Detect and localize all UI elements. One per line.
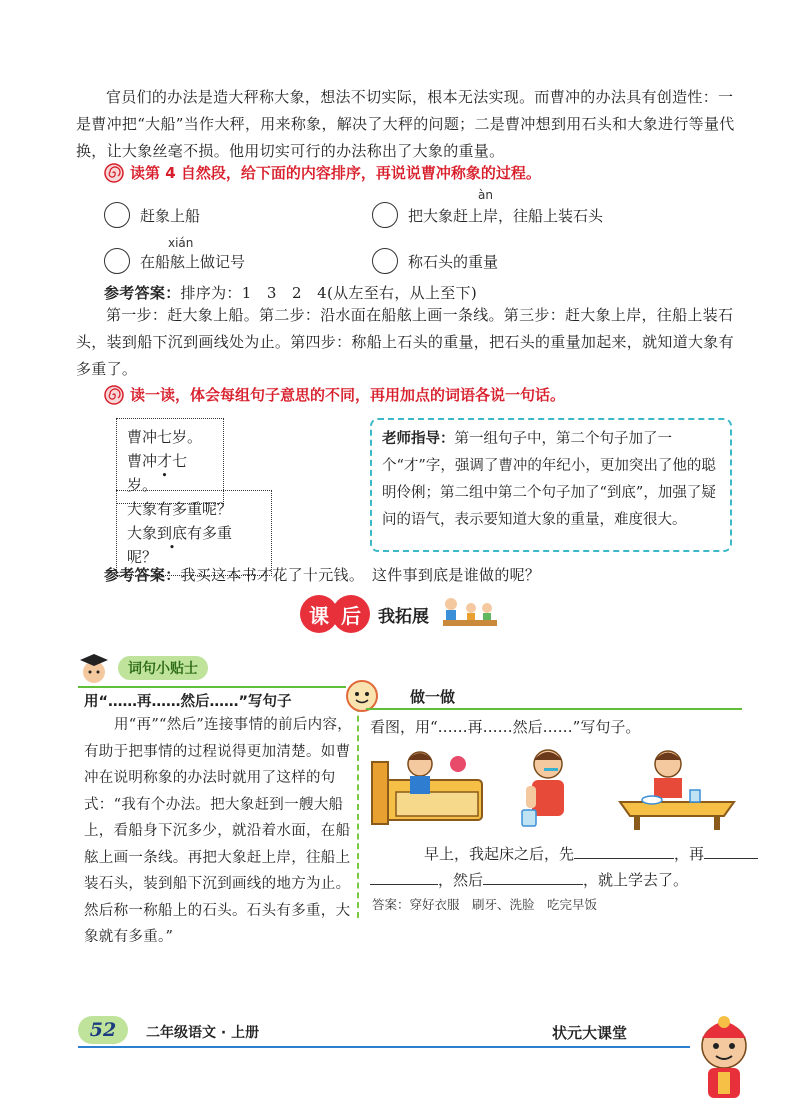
blank-3[interactable] [483, 869, 583, 885]
task1-title: 读第 4 自然段，给下面的内容排序，再说说曹冲称象的过程。 [130, 164, 541, 182]
sentence: 大象有多重呢？ [127, 500, 233, 518]
mascot-icon [688, 1010, 760, 1106]
spiral-icon [104, 163, 124, 183]
task1-explanation: 第一步：赶大象上船。第二步：沿水面在船舷上画一条线。第三步：赶大象上岸，往船上装石头，装到船下沉到画线处为止。第四步：称船上石头的重量，把石头的重量加起来，就知道大象有多重了。 [76, 306, 734, 378]
blank-2[interactable] [704, 843, 758, 859]
answer-text: 排序为：1 3 2 4(从左至右，从上至下) [180, 284, 477, 302]
book-title: 二年级语文 · 上册 [146, 1025, 260, 1041]
exercise-answer: 答案：穿好衣服 刷牙、洗脸 吃完早饭 [372, 897, 598, 912]
option-text: 称石头的重量 [408, 252, 499, 271]
intro-paragraph: 官员们的办法是造大秤称大象，想法不切实际，根本无法实现。而曹冲的办法具有创造性：一是曹冲把“大船”当作大秤，用来称象，解决了大秤的问题；二是曹冲想到用石头和大象进行等量代换，让大象丝毫不损。他用切实可行的办法称出了大象的重量。 [76, 88, 735, 160]
option-text: 在船舷上做记号 [140, 252, 246, 271]
spiral-icon [104, 385, 124, 405]
graduate-icon [74, 648, 114, 688]
teacher-guide-box [370, 418, 732, 552]
tips-divider [78, 686, 346, 688]
page-number: 52 [78, 1016, 128, 1044]
sentence: 曹冲才七岁。 [127, 452, 188, 494]
option-2 [372, 202, 603, 228]
answer-circle[interactable] [372, 202, 398, 228]
task2-answer [104, 562, 744, 589]
option-text: 赶象上船 [140, 206, 201, 225]
picture-eating-breakfast [612, 740, 742, 832]
answer-text: 我买这本书才花了十元钱。 这件事到底是谁做的呢？ [180, 566, 541, 584]
sentence: 曹冲七岁。 [127, 428, 203, 446]
option-4 [372, 248, 498, 274]
picture-getting-up [366, 740, 488, 832]
column-divider [357, 696, 359, 918]
blank-2-continued[interactable] [370, 869, 438, 885]
option-1 [104, 202, 200, 228]
answer-label: 参考答案： [104, 566, 181, 584]
section-banner [300, 594, 505, 634]
exercise-header-label: 做一做 [410, 687, 456, 706]
guide-label: 老师指导： [382, 431, 455, 447]
classroom-illustration [435, 594, 505, 634]
brand-name: 状元大课堂 [552, 1024, 628, 1042]
emphasized-word: 才 [157, 452, 173, 470]
blank-1[interactable] [574, 843, 674, 859]
tips-body: 用“再”“然后”连接事情的前后内容，有助于把事情的过程说得更加清楚。如曹冲在说明称象的办法时就用了这样的句式：“我有个办法。把大象赶到一艘大船上，看船身下沉多少，就沿着水面，在船舷上画一条线。再把大象赶上岸，往船上装石头，装到船下沉到画线的地方为止。然后称一称船上的石头。石头有多重，大象就有多重。” [84, 717, 353, 945]
pinyin-an: àn [478, 188, 493, 202]
banner-badge-2: 后 [332, 595, 370, 633]
exercise-sentence-line1: 早上，我起床之后，先 ，再 [424, 843, 758, 864]
task1-heading [104, 162, 541, 183]
exercise-instruction: 看图，用“……再……然后……”写句子。 [370, 718, 641, 736]
option-text: 把大象赶上岸，往船上装石头 [408, 206, 604, 225]
answer-circle[interactable] [104, 248, 130, 274]
tips-header-label: 词句小贴士 [118, 656, 208, 680]
pinyin-xian: xián [168, 236, 194, 250]
guide-text: 第一组句子中，第二个句子加了一个“才”字，强调了曹冲的年纪小，更加突出了他的聪明伶俐；第二组中第二个句子加了“到底”，加强了疑问的语气，表示要知道大象的重量，难度很大。 [382, 431, 716, 528]
answer-circle[interactable] [372, 248, 398, 274]
sentence: 大象到底有多重呢？ [127, 524, 233, 566]
banner-title: 我拓展 [378, 606, 429, 627]
banner-badge-1: 课 [300, 595, 338, 633]
tips-subtitle: 用“……再……然后……”写句子 [84, 694, 292, 710]
exercise-sentence-line2: ，然后 ，就上学去了。 [370, 869, 688, 890]
exercise-divider [366, 708, 742, 710]
tips-header [74, 648, 208, 688]
footer-rule [78, 1046, 690, 1048]
task2-title: 读一读，体会每组句子意思的不同，再用加点的词语各说一句话。 [130, 386, 566, 404]
picture-brushing-teeth [508, 740, 594, 832]
task2-heading [104, 384, 565, 405]
emphasized-word: 到底 [157, 524, 188, 542]
answer-circle[interactable] [104, 202, 130, 228]
answer-label: 参考答案： [104, 284, 181, 302]
option-3 [104, 248, 245, 274]
